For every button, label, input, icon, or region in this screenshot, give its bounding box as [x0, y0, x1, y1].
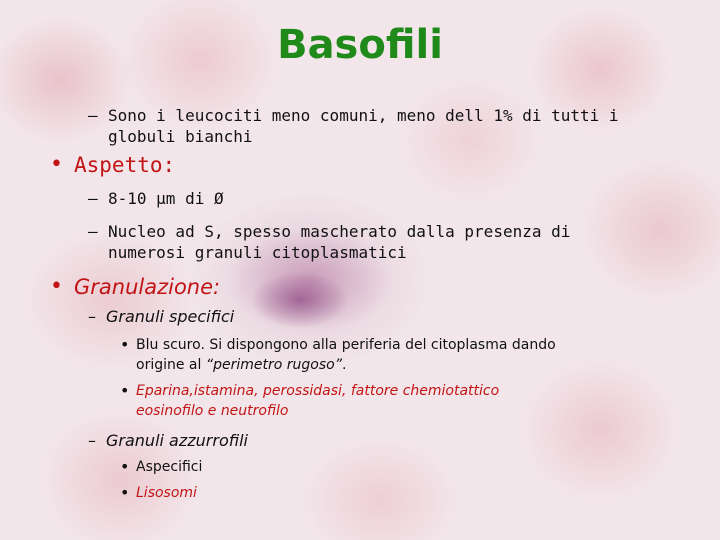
- bullet-dot: •: [50, 152, 63, 177]
- specifici-item-1-line-1: Blu scuro. Si dispongono alla periferia del citoplasma dando: [136, 337, 556, 353]
- bullet-dot: •: [120, 457, 130, 476]
- aspetto-heading: Aspetto:: [74, 153, 176, 177]
- bullet-dot: •: [50, 274, 63, 299]
- intro-line-1: Sono i leucociti meno comuni, meno dell 1% di tutti i: [108, 106, 619, 125]
- bullet-dot: •: [120, 335, 130, 354]
- azzurrofili-item-lisosomi: Lisosomi: [136, 485, 197, 501]
- azzurrofili-item-aspecifici: Aspecifici: [136, 459, 203, 475]
- bullet-dot: •: [120, 483, 130, 502]
- slide-title: Basofili: [277, 22, 443, 68]
- dash-bullet: –: [88, 222, 98, 241]
- dash-bullet: –: [88, 431, 96, 450]
- dash-bullet: –: [88, 189, 98, 208]
- specifici-item-2-line-1: Eparina,istamina, perossidasi, fattore chemiotattico: [136, 383, 500, 399]
- aspetto-item-nucleus-1: Nucleo ad S, spesso mascherato dalla presenza di: [108, 222, 571, 241]
- dash-bullet: –: [88, 106, 98, 125]
- bullet-dot: •: [120, 381, 130, 400]
- perimetro-rugoso-quote: “perimetro rugoso”: [205, 357, 342, 373]
- granuli-azzurrofili-label: Granuli azzurrofili: [106, 431, 248, 450]
- aspetto-item-nucleus-2: numerosi granuli citoplasmatici: [108, 243, 407, 262]
- granulazione-heading: Granulazione:: [74, 275, 221, 299]
- specifici-item-1-suffix: .: [341, 357, 347, 373]
- specifici-item-1-prefix: origine al: [136, 357, 202, 373]
- granuli-specifici-label: Granuli specifici: [106, 307, 235, 326]
- specifici-item-1-line-2: [136, 357, 346, 373]
- specifici-item-2-line-2: eosinofilo e neutrofilo: [136, 403, 289, 419]
- aspetto-item-size: 8-10 µm di Ø: [108, 189, 224, 208]
- intro-line-2: globuli bianchi: [108, 127, 253, 146]
- dash-bullet: –: [88, 307, 96, 326]
